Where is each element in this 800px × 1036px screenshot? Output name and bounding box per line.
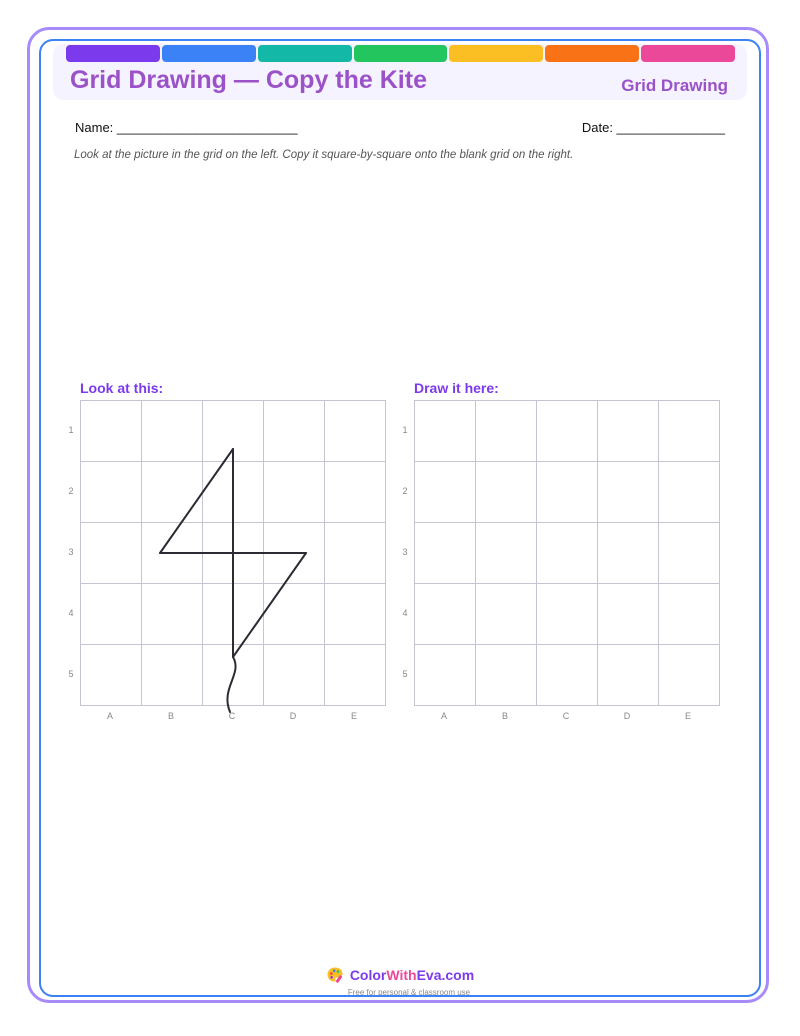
grid-line — [597, 401, 598, 705]
color-stripe — [641, 45, 735, 62]
row-label: 3 — [68, 547, 74, 557]
grid-line — [415, 461, 719, 462]
page-title: Grid Drawing — Copy the Kite — [70, 66, 427, 94]
grid-line — [658, 401, 659, 705]
footer — [0, 966, 800, 997]
row-label: 4 — [402, 608, 408, 618]
drawing-grid-label: Draw it here: — [414, 380, 499, 396]
brand-com: .com — [441, 967, 475, 983]
row-label: 5 — [68, 669, 74, 679]
row-label: 5 — [402, 669, 408, 679]
color-stripe — [66, 45, 160, 62]
row-label: 2 — [68, 486, 74, 496]
row-label: 1 — [402, 425, 408, 435]
column-label: D — [289, 711, 297, 721]
row-label: 3 — [402, 547, 408, 557]
grid-line — [536, 401, 537, 705]
color-stripe — [258, 45, 352, 62]
brand-logo — [326, 966, 474, 984]
column-label: B — [501, 711, 508, 721]
worksheet-tag: Grid Drawing — [621, 76, 728, 95]
kite-drawing — [80, 400, 386, 720]
palette-icon — [326, 966, 344, 984]
column-label: D — [623, 711, 631, 721]
color-stripe — [449, 45, 543, 62]
drawing-grid[interactable] — [414, 400, 720, 706]
brand-eva: Eva — [416, 967, 442, 983]
row-label: 1 — [68, 425, 74, 435]
column-label: E — [350, 711, 357, 721]
grid-line — [415, 583, 719, 584]
grid-line — [475, 401, 476, 705]
column-label: C — [228, 711, 236, 721]
kite-tail — [227, 657, 235, 712]
instructions: Look at the picture in the grid on the left. Copy it square-by-square onto the blank grid on the right. — [74, 149, 574, 161]
color-stripe — [162, 45, 256, 62]
reference-grid-label: Look at this: — [80, 380, 164, 396]
grid-line — [415, 522, 719, 523]
brand-with: With — [386, 967, 417, 983]
column-label: A — [106, 711, 113, 721]
grid-line — [415, 644, 719, 645]
reference-grid — [80, 400, 386, 706]
color-stripe — [354, 45, 448, 62]
column-label: A — [440, 711, 447, 721]
row-label: 2 — [402, 486, 408, 496]
footer-tagline: Free for personal & classroom use — [347, 988, 471, 997]
column-label: B — [167, 711, 174, 721]
brand-color: Color — [349, 967, 387, 983]
row-label: 4 — [68, 608, 74, 618]
color-stripe — [545, 45, 639, 62]
date-field[interactable]: Date: _______________ — [581, 120, 725, 135]
name-field[interactable]: Name: _________________________ — [75, 120, 298, 135]
column-label: E — [684, 711, 691, 721]
column-label: C — [562, 711, 570, 721]
